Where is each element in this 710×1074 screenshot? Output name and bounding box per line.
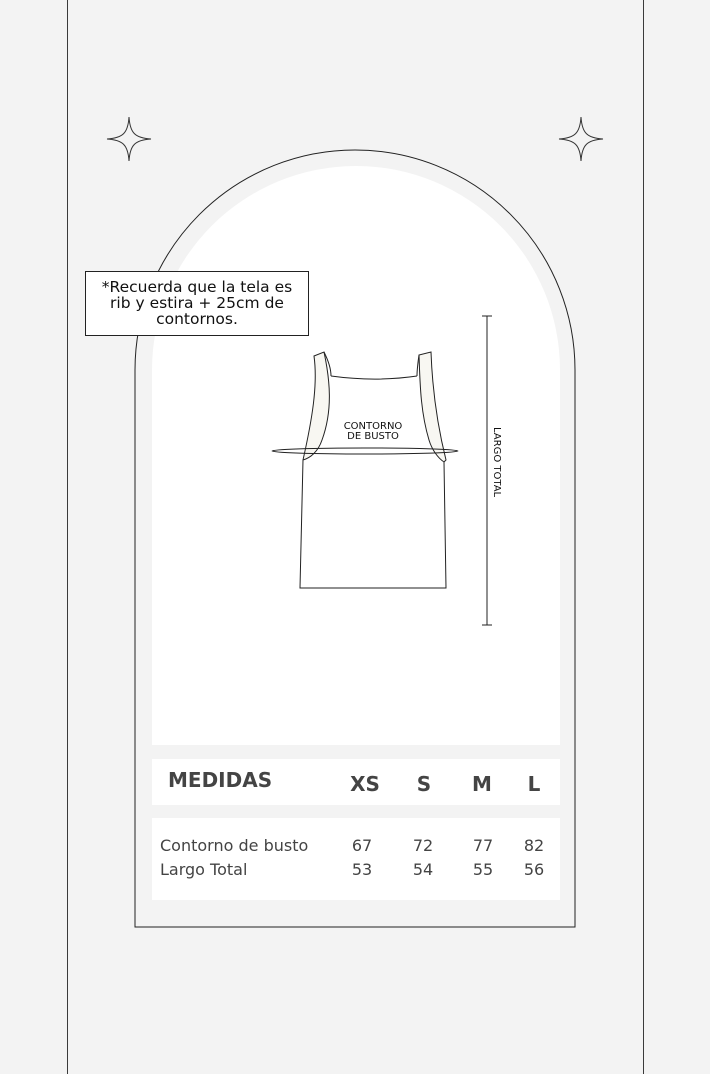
bust-label-line-1: CONTORNO (343, 421, 403, 432)
size-header-xs: XS (350, 772, 380, 796)
size-header-m: M (472, 772, 492, 796)
cell-length-s: 54 (412, 860, 434, 879)
cell-bust-m: 77 (472, 836, 494, 855)
measurements-table (152, 818, 560, 900)
cell-length-xs: 53 (351, 860, 373, 879)
row-label-bust: Contorno de busto (160, 836, 309, 855)
sparkle-right-icon (559, 117, 603, 161)
fabric-note-box (85, 271, 309, 336)
size-header-l: L (527, 772, 541, 796)
cell-length-l: 56 (523, 860, 545, 879)
note-line-1: *Recuerda que la tela es (101, 278, 293, 296)
sparkle-left-icon (107, 117, 151, 161)
cell-length-m: 55 (472, 860, 494, 879)
row-label-length: Largo Total (160, 860, 248, 879)
cell-bust-l: 82 (523, 836, 545, 855)
table-title: MEDIDAS (168, 768, 273, 792)
bust-label (333, 422, 413, 442)
cell-bust-xs: 67 (351, 836, 373, 855)
cell-bust-s: 72 (412, 836, 434, 855)
bust-label-line-2: DE BUSTO (347, 431, 399, 442)
length-label: LARGO TOTAL (491, 427, 502, 498)
note-line-3: contornos. (156, 310, 238, 328)
size-header-s: S (416, 772, 432, 796)
note-line-2: rib y estira + 25cm de (110, 294, 284, 312)
